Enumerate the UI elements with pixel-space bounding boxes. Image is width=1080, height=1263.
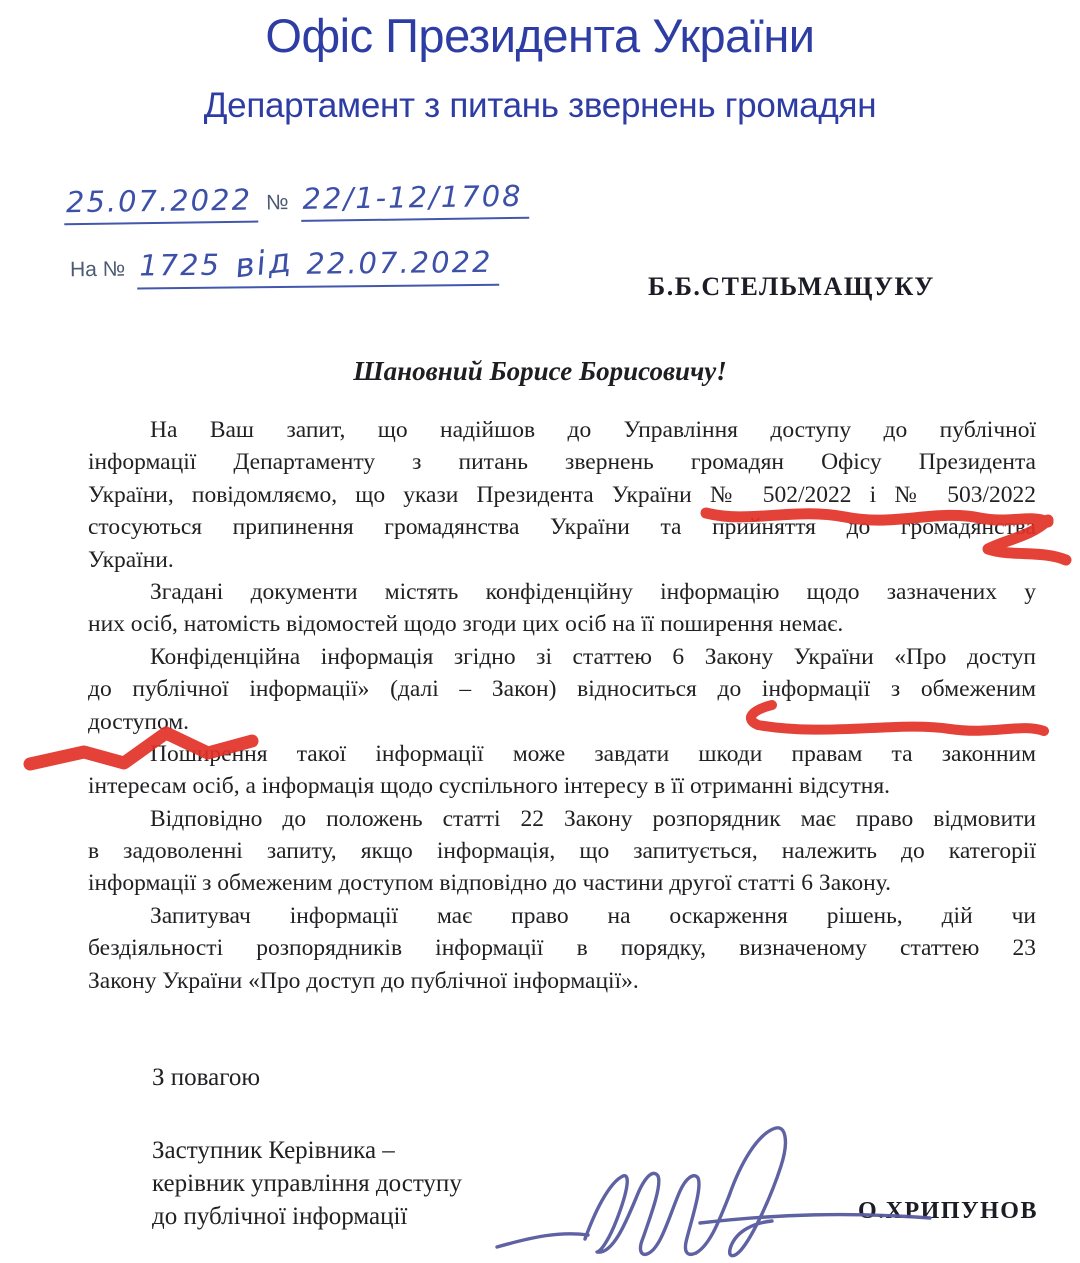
incoming-number: 1725 [139,247,222,283]
signer-position-line: Заступник Керівника – [152,1137,395,1164]
body-line: стосуються припинення громадянства України та прийняття до громадянства [88,514,1036,541]
recipient-name: Б.Б.СТЕЛЬМАЩУКУ [648,272,935,301]
body-line: інтересам осіб, а інформація щодо суспільного інтересу в її отриманні відсутня. [88,773,891,800]
reply-label: На № [69,257,126,282]
body-paragraph [88,414,1036,576]
body-line: Закону України «Про доступ до публічної інформації». [88,967,639,994]
body-line: України, повідомляємо, що укази Президента України № 502/2022 і № 503/2022 [88,481,1036,508]
body-line: Конфіденційна інформація згідно зі статтею 6 Закону України «Про доступ [150,643,1036,670]
outgoing-number: 22/1-12/1708 [300,179,529,222]
signer-name: О.ХРИПУНОВ [858,1198,1038,1224]
body-line: На Ваш запит, що надійшов до Управління доступу до публічної [150,417,1036,443]
body-line: до публічної інформації» (далі – Закон) відноситься до інформації з обмеженим [88,676,1036,703]
department-title: Департамент з питань звернень громадян [203,86,877,125]
body-paragraph [88,576,1036,641]
body-line: Згадані документи містять конфіденційну інформацію щодо зазначених у [150,578,1036,605]
body-line: інформації Департаменту з питань звернень громадян Офісу Президента [88,449,1036,476]
body-paragraph [88,641,1036,738]
salutation: Шановний Борисе Борисовичу! [353,356,727,386]
number-sign: № [265,191,289,215]
org-title: Офіс Президента України [265,9,815,62]
body-line: доступом. [88,708,190,735]
reference-reply-line [66,241,499,291]
body-line: Відповідно до положень статті 22 Закону розпорядник має право відмовити [150,805,1036,832]
body-line: них осіб, натомість відомостей щодо згоди цих осіб на її поширення немає. [88,611,844,638]
body-line: в задоволенні запиту, якщо інформація, що запитується, належить до категорії [88,838,1036,865]
valediction: З повагою [152,1064,261,1091]
signature [497,1128,930,1256]
body-line: Запитувач інформації має право на оскарження рішень, дій чи [150,902,1036,929]
signer-position [152,1134,462,1233]
reference-date-line [64,179,529,225]
outgoing-date: 25.07.2022 [64,183,259,226]
letter-body [88,414,1036,997]
body-paragraph [88,738,1036,803]
incoming-date: 22.07.2022 [306,244,493,281]
vid-word: від [232,240,295,286]
body-line: інформації з обмеженим доступом відповідно до частини другої статті 6 Закону. [88,870,891,897]
body-line: Поширення такої інформації може завдати шкоди правам та законним [150,740,1036,767]
signer-position-line: керівник управління доступу [152,1170,462,1197]
signer-position-line: до публічної інформації [152,1203,408,1230]
body-paragraph [88,803,1036,900]
body-line: бездіяльності розпорядників інформації в порядку, визначеному статтею 23 [88,935,1036,962]
body-line: України. [88,546,174,573]
body-paragraph [88,900,1036,997]
